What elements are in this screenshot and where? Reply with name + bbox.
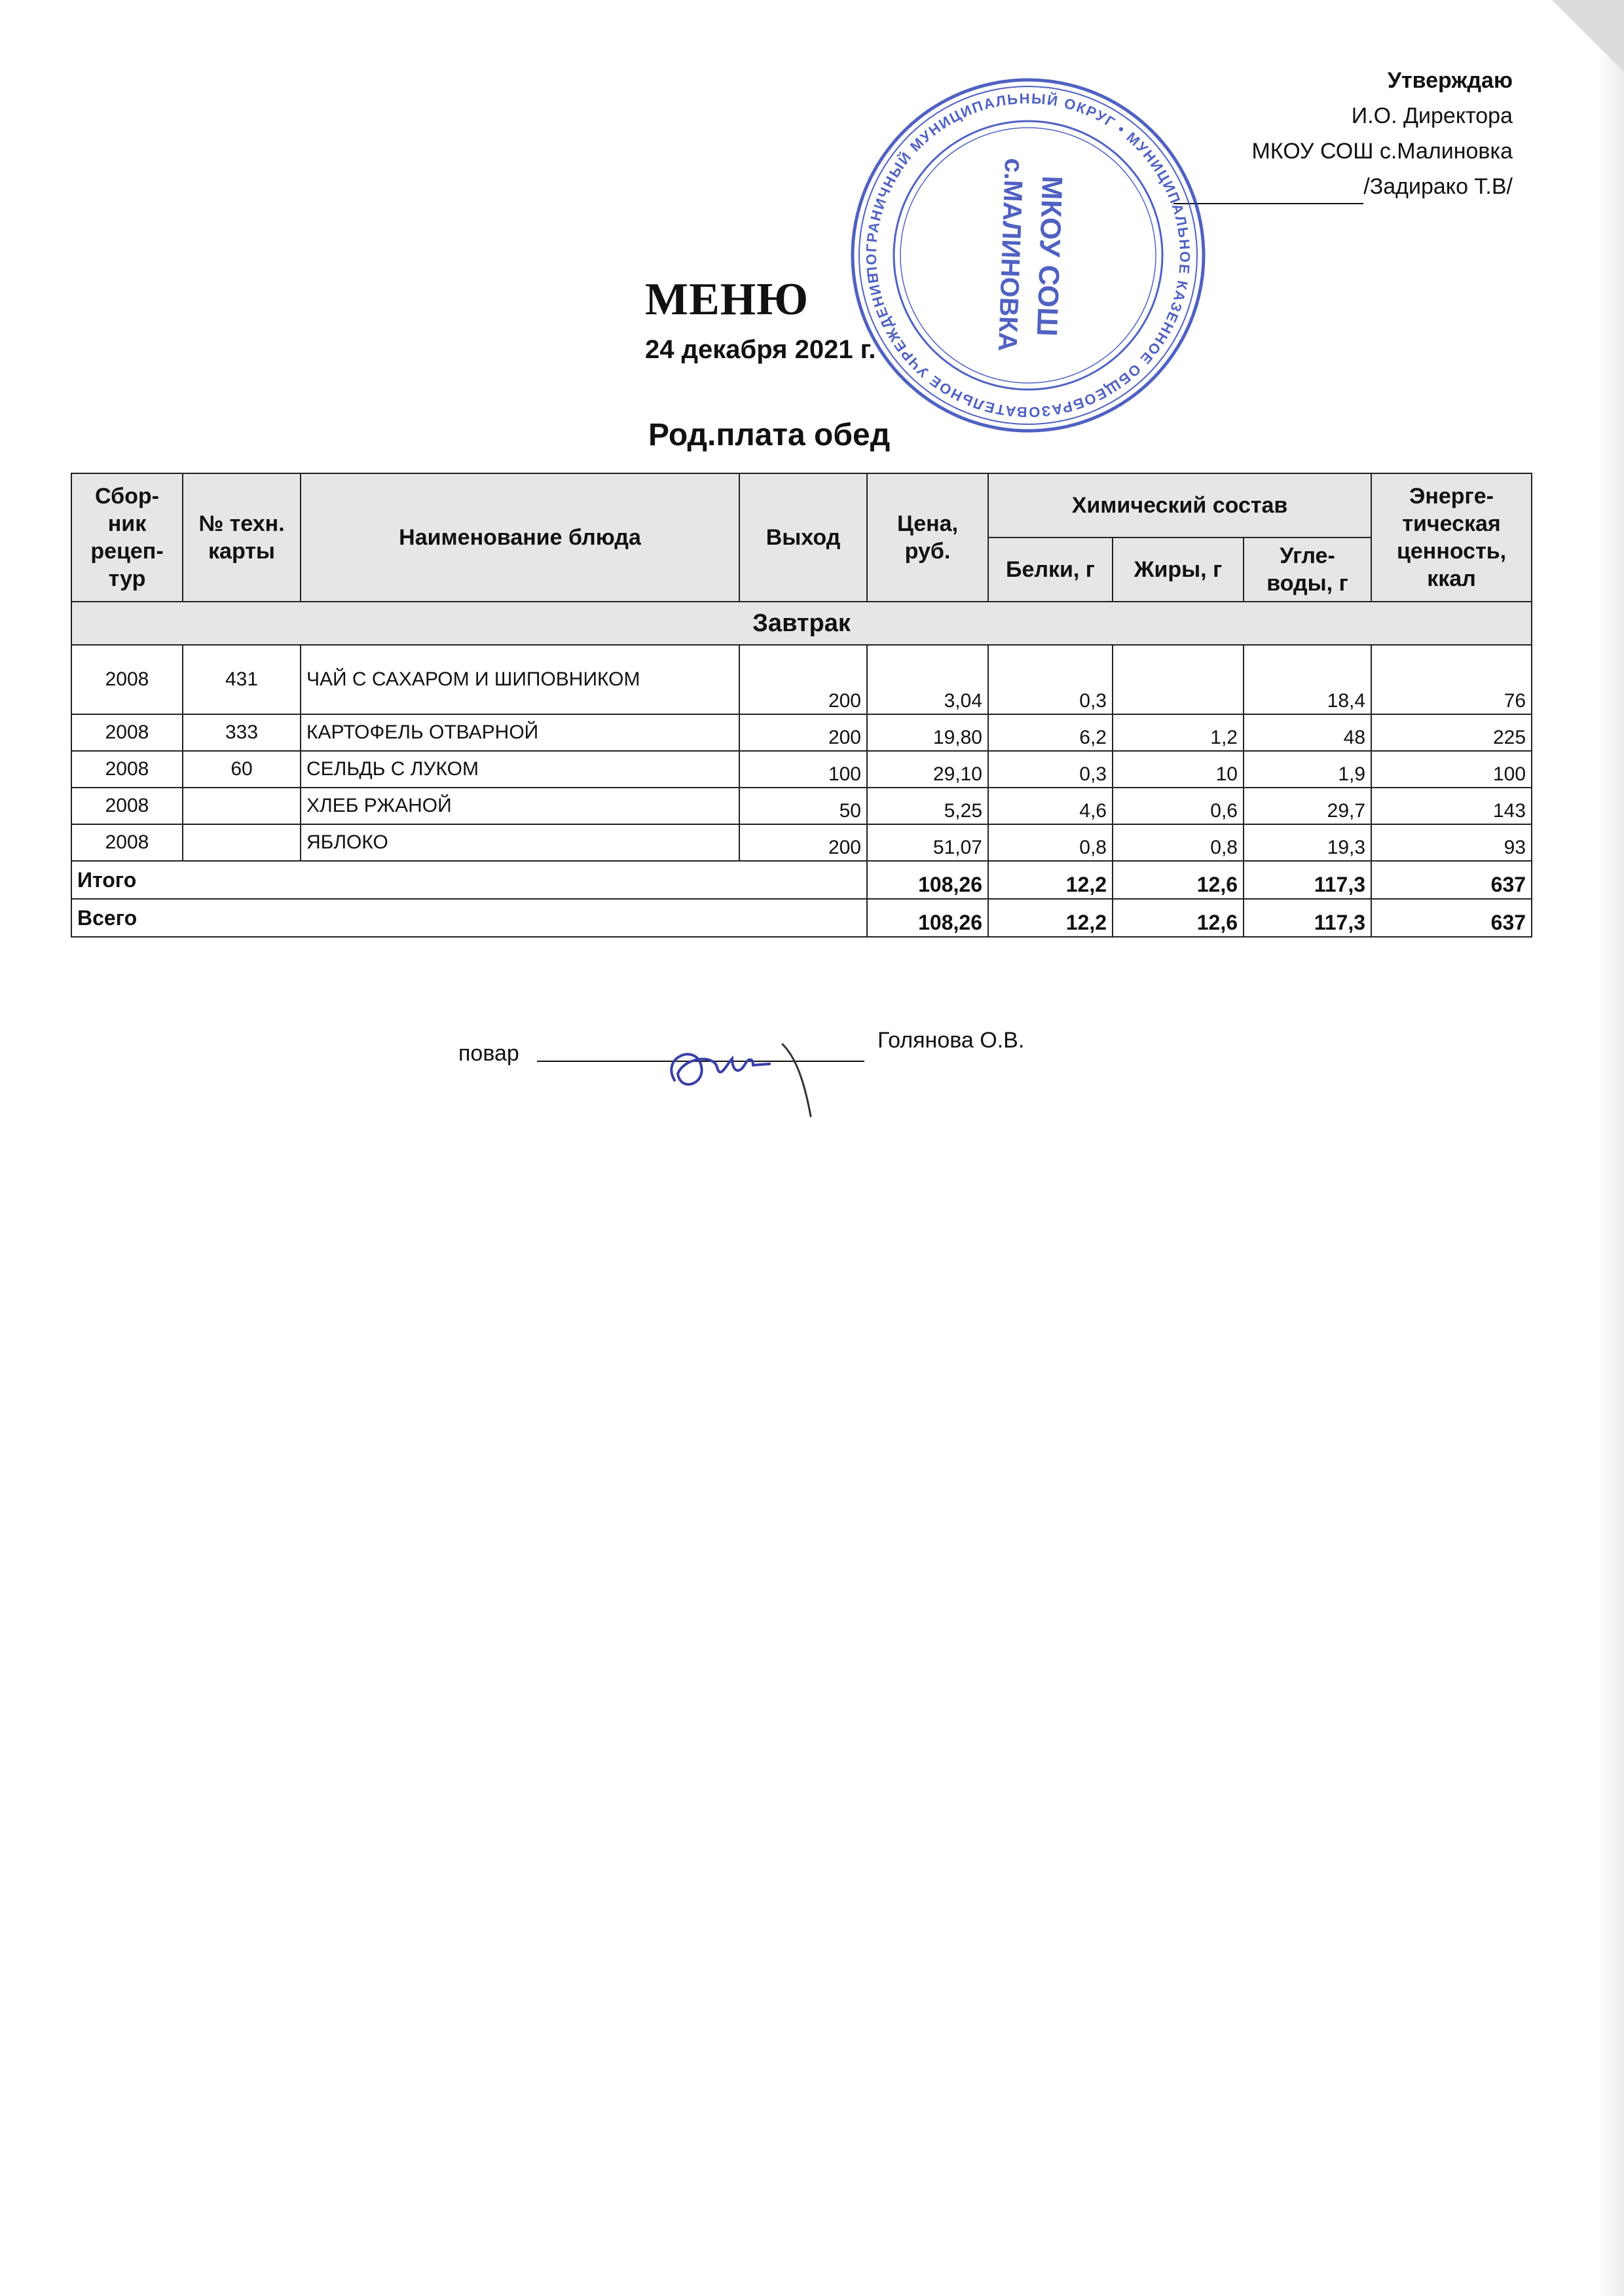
cell-carbs: 1,9 bbox=[1244, 751, 1371, 788]
approval-title: Утверждаю bbox=[1387, 68, 1513, 93]
total-carbs: 117,3 bbox=[1244, 861, 1371, 899]
grand-total-energy: 637 bbox=[1371, 899, 1532, 937]
cell-energy: 143 bbox=[1371, 788, 1532, 824]
cell-price: 5,25 bbox=[867, 788, 988, 824]
approval-signatory: /Задирако Т.В/ bbox=[1363, 174, 1513, 199]
approval-organization: МКОУ СОШ с.Малиновка bbox=[1251, 139, 1513, 164]
section-row bbox=[71, 602, 1532, 645]
handwritten-signature bbox=[655, 1018, 864, 1149]
table-row bbox=[71, 714, 1532, 751]
cell-energy: 225 bbox=[1371, 714, 1532, 751]
svg-text:с.МАЛИНОВКА: с.МАЛИНОВКА bbox=[992, 157, 1029, 352]
cell-fats: 0,8 bbox=[1113, 824, 1244, 861]
cell-fats bbox=[1113, 645, 1244, 714]
header-proteins: Белки, г bbox=[988, 538, 1113, 602]
header-energy: Энерге-тическая ценность, ккал bbox=[1371, 473, 1532, 602]
cell-carbs: 18,4 bbox=[1244, 645, 1371, 714]
cell-output: 200 bbox=[739, 645, 867, 714]
cell-output: 100 bbox=[739, 751, 867, 788]
total-proteins: 12,2 bbox=[988, 861, 1113, 899]
table-row bbox=[71, 824, 1532, 861]
page-title: МЕНЮ bbox=[645, 274, 809, 325]
scan-edge-shadow bbox=[1598, 0, 1624, 2296]
svg-text:ПОГРАНИЧНЫЙ МУНИЦИПАЛЬНЫЙ ОКРУ: ПОГРАНИЧНЫЙ МУНИЦИПАЛЬНЫЙ ОКРУГ • МУНИЦИПАЛЬНОЕ КАЗЕННОЕ ОБЩЕОБРАЗОВАТЕЛЬНОЕ УЧРЕЖДЕНИЕ bbox=[862, 90, 1194, 421]
grand-total-proteins: 12,2 bbox=[988, 899, 1113, 937]
header-price: Цена, руб. bbox=[867, 473, 988, 602]
cell-carbs: 29,7 bbox=[1244, 788, 1371, 824]
header-output: Выход bbox=[739, 473, 867, 602]
cell-proteins: 4,6 bbox=[988, 788, 1113, 824]
cell-book: 2008 bbox=[71, 824, 183, 861]
table-row bbox=[71, 645, 1532, 714]
header-dish-name: Наименование блюда bbox=[301, 473, 739, 602]
svg-text:МКОУ СОШ: МКОУ СОШ bbox=[1030, 175, 1069, 337]
cell-book: 2008 bbox=[71, 751, 183, 788]
total-row bbox=[71, 861, 1532, 899]
cell-proteins: 6,2 bbox=[988, 714, 1113, 751]
header-carbs: Угле-воды, г bbox=[1244, 538, 1371, 602]
document-date: 24 декабря 2021 г. bbox=[645, 335, 876, 364]
grand-total-carbs: 117,3 bbox=[1244, 899, 1371, 937]
cell-book: 2008 bbox=[71, 714, 183, 751]
folded-corner bbox=[1552, 0, 1624, 72]
cell-energy: 100 bbox=[1371, 751, 1532, 788]
cell-book: 2008 bbox=[71, 645, 183, 714]
cell-energy: 93 bbox=[1371, 824, 1532, 861]
approval-signature-row bbox=[1173, 169, 1513, 204]
cell-dish: КАРТОФЕЛЬ ОТВАРНОЙ bbox=[301, 714, 739, 751]
cook-name: Голянова О.В. bbox=[877, 1028, 1025, 1053]
table-row bbox=[71, 788, 1532, 824]
header-tech-card: № техн. карты bbox=[183, 473, 301, 602]
approval-position: И.О. Директора bbox=[1351, 103, 1513, 128]
cell-book: 2008 bbox=[71, 788, 183, 824]
cook-label: повар bbox=[458, 1041, 519, 1066]
grand-total-row bbox=[71, 899, 1532, 937]
menu-table bbox=[71, 473, 1532, 938]
cell-price: 19,80 bbox=[867, 714, 988, 751]
menu-subtitle: Род.плата обед bbox=[648, 418, 891, 452]
header-fats: Жиры, г bbox=[1113, 538, 1244, 602]
cell-price: 29,10 bbox=[867, 751, 988, 788]
table-row bbox=[71, 751, 1532, 788]
cell-fats: 10 bbox=[1113, 751, 1244, 788]
cell-proteins: 0,3 bbox=[988, 751, 1113, 788]
cell-dish: СЕЛЬДЬ С ЛУКОМ bbox=[301, 751, 739, 788]
cell-card bbox=[183, 824, 301, 861]
cell-carbs: 48 bbox=[1244, 714, 1371, 751]
total-label: Итого bbox=[71, 861, 867, 899]
grand-total-fats: 12,6 bbox=[1113, 899, 1244, 937]
total-energy: 637 bbox=[1371, 861, 1532, 899]
cell-dish: ХЛЕБ РЖАНОЙ bbox=[301, 788, 739, 824]
cell-price: 51,07 bbox=[867, 824, 988, 861]
cell-proteins: 0,3 bbox=[988, 645, 1113, 714]
cell-output: 200 bbox=[739, 824, 867, 861]
header-recipe-book: Сбор-ник рецеп-тур bbox=[71, 473, 183, 602]
cell-proteins: 0,8 bbox=[988, 824, 1113, 861]
cell-energy: 76 bbox=[1371, 645, 1532, 714]
cell-fats: 0,6 bbox=[1113, 788, 1244, 824]
approval-block bbox=[1173, 63, 1513, 204]
school-stamp bbox=[845, 72, 1211, 439]
cell-dish: ЯБЛОКО bbox=[301, 824, 739, 861]
total-price: 108,26 bbox=[867, 861, 988, 899]
cell-card: 333 bbox=[183, 714, 301, 751]
cell-fats: 1,2 bbox=[1113, 714, 1244, 751]
cell-carbs: 19,3 bbox=[1244, 824, 1371, 861]
section-title: Завтрак bbox=[71, 602, 1532, 645]
cell-price: 3,04 bbox=[867, 645, 988, 714]
cell-output: 200 bbox=[739, 714, 867, 751]
cell-card: 60 bbox=[183, 751, 301, 788]
grand-total-price: 108,26 bbox=[867, 899, 988, 937]
total-fats: 12,6 bbox=[1113, 861, 1244, 899]
grand-total-label: Всего bbox=[71, 899, 867, 937]
cell-output: 50 bbox=[739, 788, 867, 824]
cell-dish: ЧАЙ С САХАРОМ И ШИПОВНИКОМ bbox=[301, 645, 739, 714]
cell-card bbox=[183, 788, 301, 824]
cell-card: 431 bbox=[183, 645, 301, 714]
header-chemical-composition: Химический состав bbox=[988, 473, 1371, 538]
